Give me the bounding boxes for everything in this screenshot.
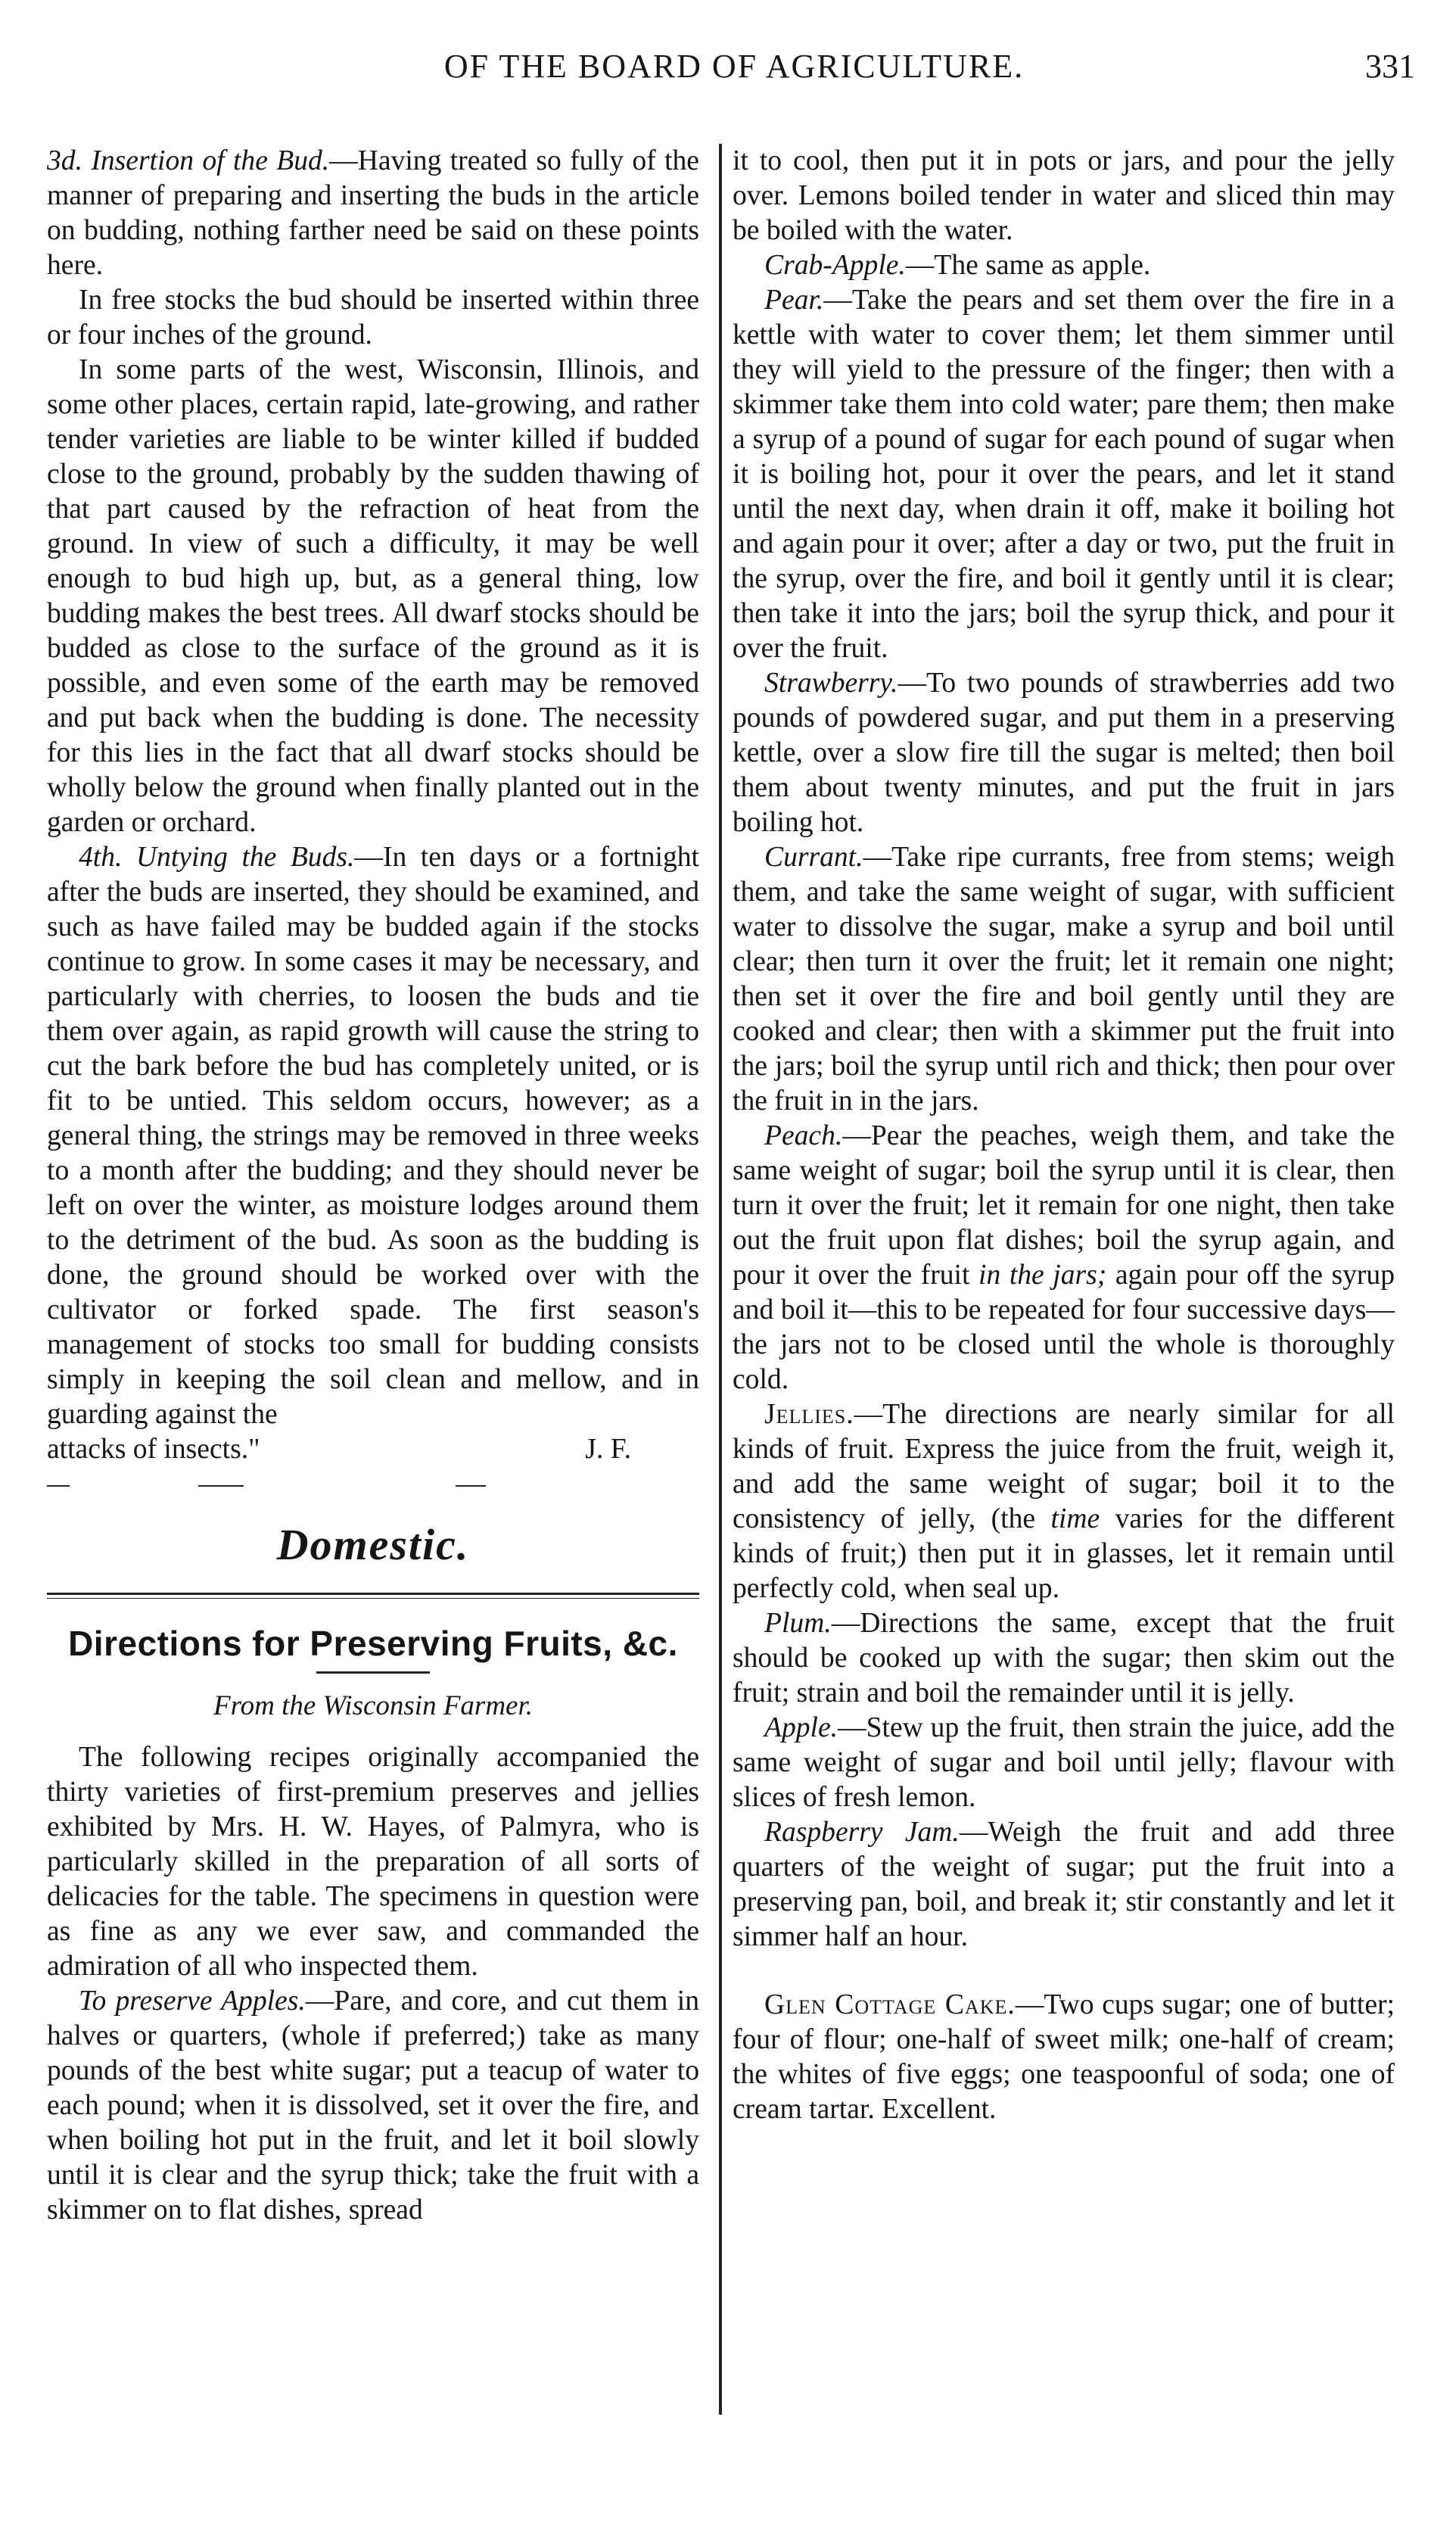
paragraph-jellies: Jellies.—The directions are nearly similar for all kinds of fruit. Express the juice from the fruit, weigh it, and add the same weight of sugar; boil it to the consistency of jelly, (the time varies for the different kinds of fruit;) then put it in glasses, let it remain until perfectly cold, when seal up. (733, 1399, 1395, 1604)
run-in-heading: To preserve Apples. (79, 1986, 306, 2017)
run-in-heading: Peach. (764, 1120, 843, 1151)
run-in-heading: Currant. (764, 842, 863, 873)
page-number: 331 (1365, 48, 1415, 85)
article-title: Directions for Preserving Fruits, &c. (68, 1624, 678, 1663)
run-in-heading: 4th. Untying the Buds. (79, 842, 355, 873)
run-in-heading: 3d. Insertion of the Bud. (47, 145, 330, 176)
paragraph-bud-insertion: 3d. Insertion of the Bud.—Having treated so fully of the manner of preparing and inserting the buds in the article on budding, nothing farther need be said on these points here. (47, 145, 699, 281)
section-rule (47, 1593, 699, 1599)
run-in-heading: Strawberry. (764, 668, 898, 699)
paragraph-crab-apple: Crab-Apple.—The same as apple. (764, 250, 1151, 281)
left-column (47, 144, 699, 2228)
paragraph-glen-cottage-cake: Glen Cottage Cake.—Two cups sugar; one of butter; four of flour; one-half of sweet milk; one-half of cream; the whites of five eggs; one teaspoonful of soda; one of cream tartar. Excellent. (733, 1989, 1395, 2125)
paragraph-plum: Plum.—Directions the same, except that the fruit should be cooked up with the sugar; then skim out the fruit; strain and boil the remainder until it is jelly. (733, 1608, 1395, 1708)
spacer (733, 1954, 1395, 1988)
run-in-heading: Glen Cottage Cake. (764, 1989, 1016, 2020)
run-in-heading: Pear. (764, 285, 824, 316)
paragraph-currant: Currant.—Take ripe currants, free from stems; weigh them, and take the same weight of sugar, with sufficient water to dissolve the sugar, make a syrup and boil until clear; then turn it over the fruit; let it remain one night; then set it over the fire and boil gently until they are cooked and clear; then with a skimmer put the fruit into the jars; boil the syrup until rich and thick; then pour over the fruit in in the jars. (733, 842, 1395, 1117)
signature-line: attacks of insects." J. F. (47, 1432, 699, 1467)
run-in-heading: Apple. (764, 1712, 838, 1743)
paragraph-intro: The following recipes originally accompanied the thirty varieties of first-premium preserves and jellies exhibited by Mrs. H. W. Hayes, of Palmyra, who is particularly skilled in the preparation of all sorts of delicacies for the table. The specimens in question were as fine as any we ever saw, and commanded the admiration of all who inspected them. (47, 1742, 699, 1982)
author-initials: J. F. (585, 1434, 631, 1465)
run-in-heading: Jellies. (764, 1399, 854, 1430)
paragraph-strawberry: Strawberry.—To two pounds of strawberries add two pounds of powdered sugar, and put them in a preserving kettle, over a slow fire till the sugar is melted; then boil them about twenty minutes, and put the fruit in jars boiling hot. (733, 668, 1395, 838)
page-header (53, 47, 1415, 100)
paragraph-apples-continued: it to cool, then put it in pots or jars, and pour the jelly over. Lemons boiled tender in water and sliced thin may be boiled with the water. (733, 145, 1395, 246)
paragraph-raspberry-jam: Raspberry Jam.—Weigh the fruit and add three quarters of the weight of sugar; put the fruit into a preserving pan, boil, and break it; stir constantly and let it simmer half an hour. (733, 1817, 1395, 1952)
ornamental-rule (47, 1475, 699, 1497)
running-head: OF THE BOARD OF AGRICULTURE. (443, 48, 1025, 85)
article-source: From the Wisconsin Farmer. (213, 1690, 534, 1721)
paragraph-peach: Peach.—Pear the peaches, weigh them, and take the same weight of sugar; boil the syrup until it is clear, then turn it over the fruit; let it remain for one night, then take out the fruit upon flat dishes; boil the syrup again, and pour it over the fruit in the jars; again pour off the syrup and boil it—this to be repeated for four successive days—the jars not to be closed until the whole is thoroughly cold. (733, 1120, 1395, 1395)
right-column (733, 144, 1395, 2127)
title-rule (316, 1671, 430, 1674)
paragraph-apples: To preserve Apples.—Pare, and core, and cut them in halves or quarters, (whole if preferred;) take as many pounds of the best white sugar; put a teacup of water to each pound; when it is dissolved, set it over the fire, and when boiling hot put in the fruit, and let it boil slowly until it is clear and the syrup thick; take the fruit with a skimmer on to flat dishes, spread (47, 1986, 699, 2225)
run-in-heading: Crab-Apple. (764, 250, 906, 281)
column-rule (719, 144, 722, 2415)
paragraph-apple: Apple.—Stew up the fruit, then strain the juice, add the same weight of sugar and boil until jelly; flavour with slices of fresh lemon. (733, 1712, 1395, 1813)
paragraph: In free stocks the bud should be inserted within three or four inches of the ground. (47, 285, 699, 350)
paragraph: In some parts of the west, Wisconsin, Illinois, and some other places, certain rapid, late-growing, and rather tender varieties are liable to be winter killed if budded close to the ground, probably by the sudden thawing of that part caused by the refraction of heat from the ground. In view of such a difficulty, it may be well enough to bud high up, but, as a general thing, low budding makes the best trees. All dwarf stocks should be budded as close to the surface of the ground as it is possible, and even some of the earth may be removed and put back when the budding is done. The necessity for this lies in the fact that all dwarf stocks should be wholly below the ground when finally planted out in the garden or orchard. (47, 354, 699, 838)
run-in-heading: Plum. (764, 1608, 832, 1639)
paragraph-untying: 4th. Untying the Buds.—In ten days or a fortnight after the buds are inserted, they should be examined, and such as have failed may be budded again if the stocks continue to grow. In some cases it may be necessary, and particularly with cherries, to loosen the buds and tie them over again, as rapid growth will cause the string to cut the bark before the bud has completely united, or is fit to be untied. This seldom occurs, however; as a general thing, the strings may be removed in three weeks to a month after the budding; and they should never be left on over the winter, as moisture lodges around them to the detriment of the bud. As soon as the budding is done, the ground should be worked over with the cultivator or forked spade. The first season's management of stocks too small for budding consists simply in keeping the soil clean and mellow, and in guarding against the (47, 842, 699, 1430)
run-in-heading: Raspberry Jam. (764, 1817, 960, 1848)
paragraph-pear: Pear.—Take the pears and set them over the fire in a kettle with water to cover them; let them simmer until they will yield to the pressure of the finger; then with a skimmer take them into cold water; pare them; then make a syrup of a pound of sugar for each pound of sugar when it is boiling hot, pour it over the pears, and let it stand until the next day, when drain it off, make it boiling hot and again pour it over; after a day or two, put the fruit in the syrup, over the fire, and boil it gently until it is clear; then take it into the jars; boil the syrup thick, and pour it over the fruit. (733, 285, 1395, 664)
section-title: Domestic. (276, 1520, 470, 1569)
